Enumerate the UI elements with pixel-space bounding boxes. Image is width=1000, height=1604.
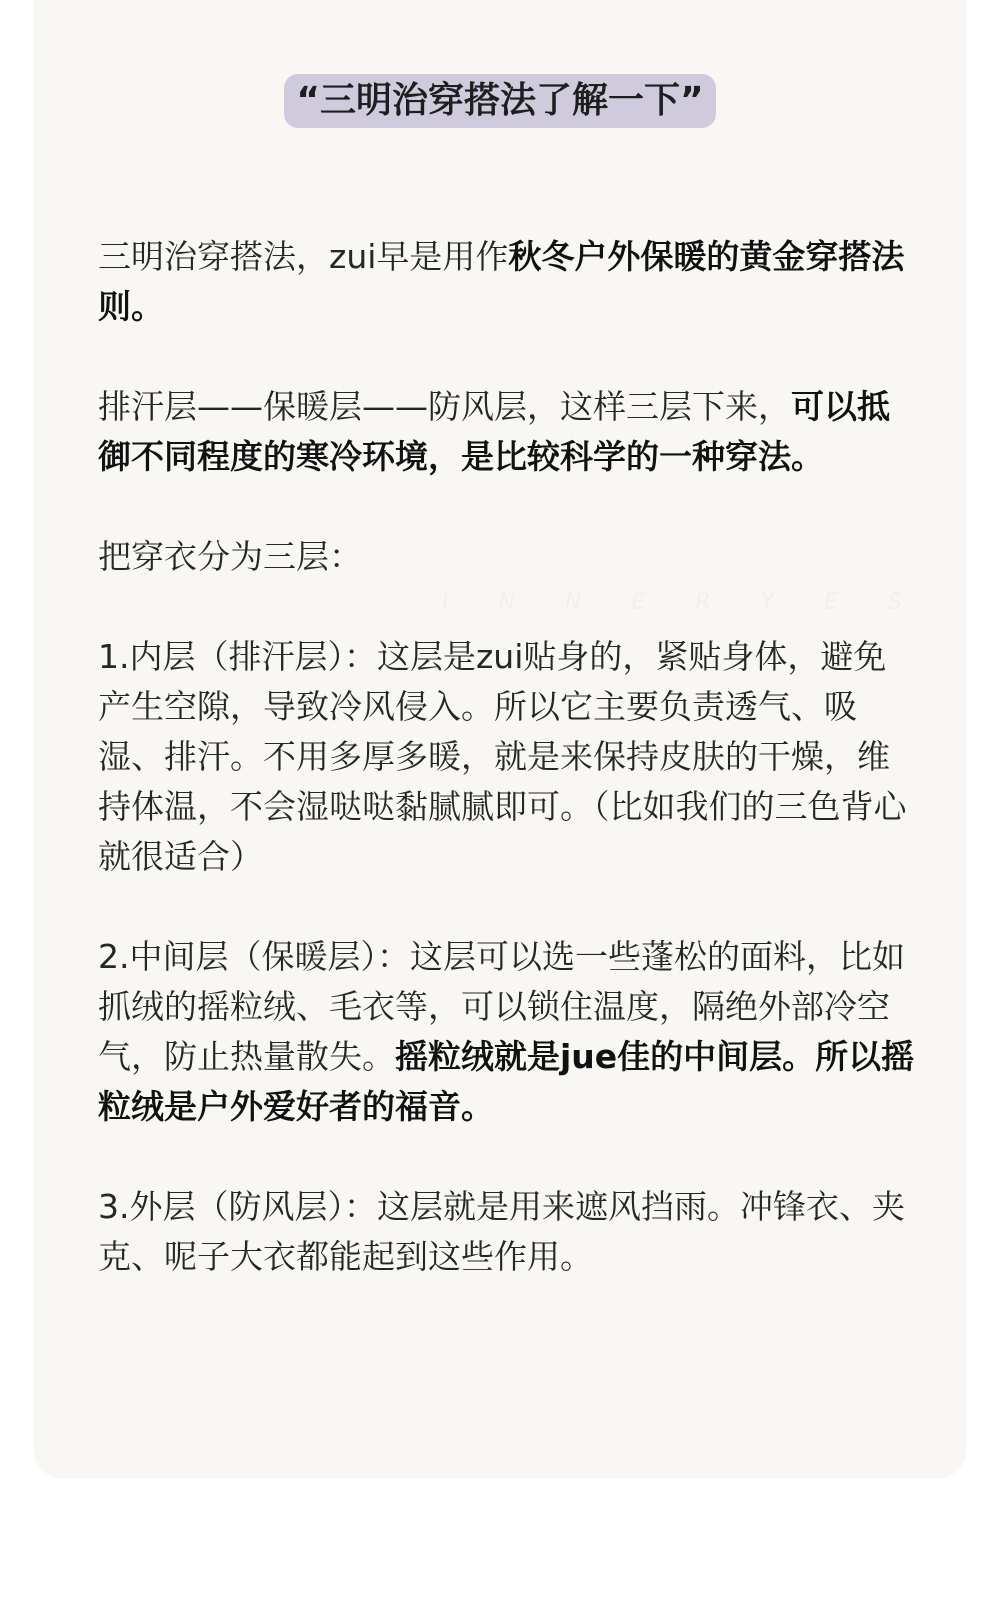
paragraph-middle-layer [98, 932, 918, 1132]
paragraph-intro [98, 232, 918, 332]
layers-emphasis: 可以抵御不同程度的寒冷环境，是比较科学的一种穿法。 [98, 387, 890, 476]
paragraph-split: 把穿衣分为三层： [98, 537, 362, 576]
paragraph-outer-layer: 3.外层（防风层）：这层就是用来遮风挡雨。冲锋衣、夹克、呢子大衣都能起到这些作用。 [98, 1187, 905, 1276]
title-wrap [0, 74, 1000, 128]
paragraph-inner-layer: 1.内层（排汗层）：这层是zui贴身的，紧贴身体，避免产生空隙，导致冷风侵入。所以它主要负责透气、吸湿、排汗。不用多厚多暖，就是来保持皮肤的干燥，维持体温，不会湿哒哒黏腻腻即可。（比如我们的三色背心就很适合） [98, 637, 907, 876]
middle-layer-emphasis: 摇粒绒就是jue佳的中间层。所以摇粒绒是户外爱好者的福音。 [98, 1037, 915, 1126]
layers-text: 排汗层——保暖层——防风层，这样三层下来， [98, 387, 791, 426]
intro-text: 三明治穿搭法，zui早是用作 [98, 237, 509, 276]
page-title: “三明治穿搭法了解一下” [284, 74, 715, 128]
paragraph-layers [98, 382, 918, 482]
middle-layer-text: 2.中间层（保暖层）：这层可以选一些蓬松的面料，比如抓绒的摇粒绒、毛衣等，可以锁住温度，隔绝外部冷空气，防止热量散失。 [98, 937, 905, 1076]
brand-watermark: INNERYES [442, 590, 952, 615]
article-body [98, 232, 918, 1332]
intro-emphasis: 秋冬户外保暖的黄金穿搭法则。 [98, 237, 905, 326]
